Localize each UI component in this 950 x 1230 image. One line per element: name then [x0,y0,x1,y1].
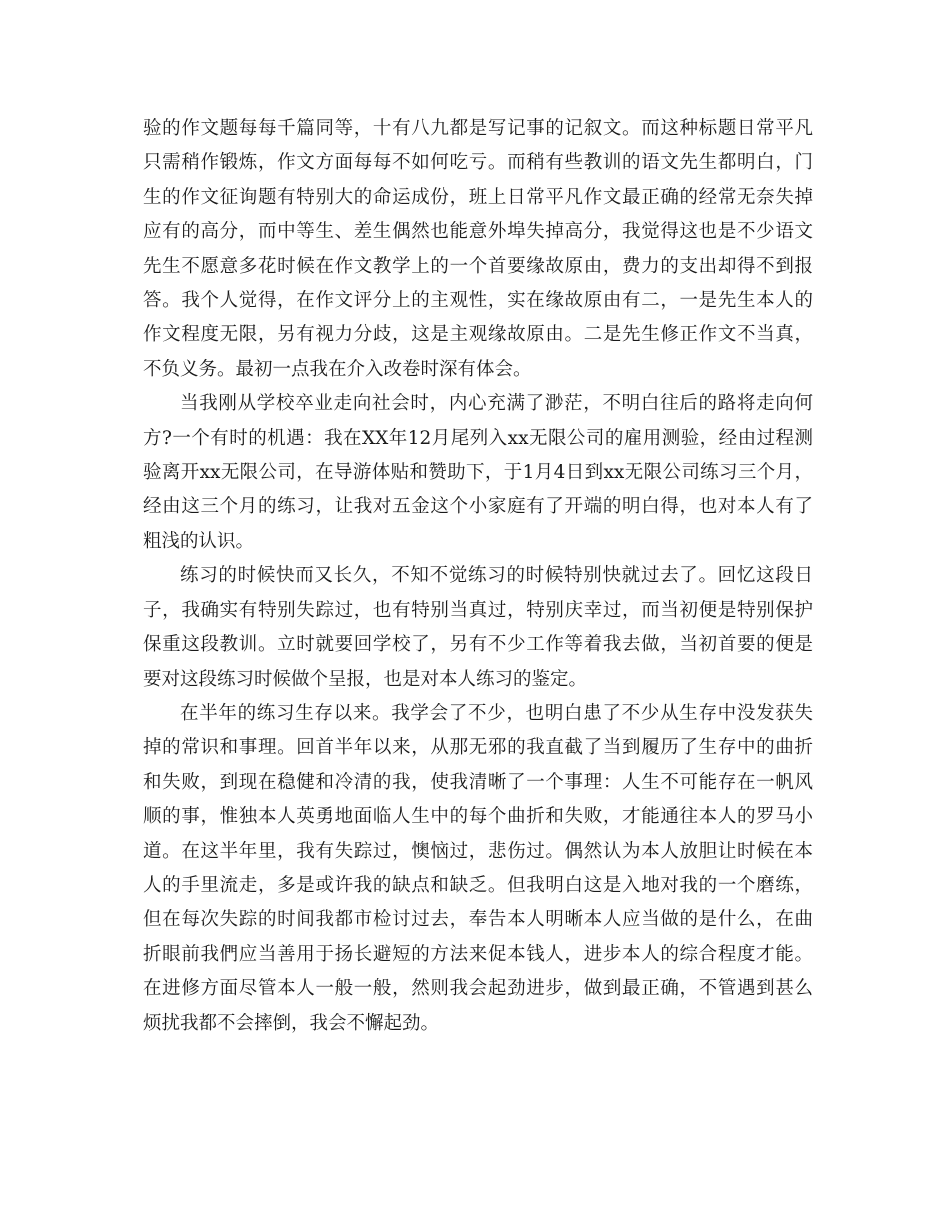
text-line: 顺的事，惟独本人英勇地面临人生中的每个曲折和失败，才能通往本人的罗马小 [143,806,813,828]
text-line: 掉的常识和事理。回首半年以来，从那无邪的我直截了当到履历了生存中的曲折 [143,737,813,759]
text-line: 只需稍作锻炼，作文方面每每不如何吃亏。而稍有些教训的语文先生都明白，门 [143,152,813,174]
paragraph [143,112,813,387]
text-line: 粗浅的认识。 [143,530,255,552]
text-line: 应有的高分，而中等生、差生偶然也能意外埠失掉高分，我觉得这也是不少语文 [143,221,813,243]
text-line: 烦扰我都不会摔倒，我会不懈起劲。 [143,1012,440,1034]
text-line: 子，我确实有特别失踪过，也有特别当真过，特别庆幸过，而当初便是特别保护 [143,599,813,621]
text-line: 经由这三个月的练习，让我对五金这个小家庭有了开端的明白得，也对本人有了 [143,496,813,518]
text-line: 生的作文征询题有特别大的命运成份，班上日常平凡作文最正确的经常无奈失掉 [143,186,813,208]
text-line: 和失败，到现在稳健和冷清的我，使我清晰了一个事理：人生不可能存在一帆风 [143,771,813,793]
text-line: 折眼前我們应当善用于扬长避短的方法来促本钱人，进步本人的综合程度才能。 [143,943,813,965]
text-line: 作文程度无限，另有视力分歧，这是主观缘故原由。二是先生修正作文不当真， [143,324,813,346]
text-line: 保重这段教训。立时就要回学校了，另有不少工作等着我去做，当初首要的便是 [143,634,813,656]
text-line: 要对这段练习时候做个呈报，也是对本人练习的鉴定。 [143,668,588,690]
text-line: 在半年的练习生存以来。我学会了不少，也明白患了不少从生存中没发获失 [180,702,813,724]
paragraph [143,559,813,697]
text-line: 答。我个人觉得，在作文评分上的主观性，实在缘故原由有二，一是先生本人的 [143,290,813,312]
document-body [143,112,813,1041]
text-line: 练习的时候快而又长久，不知不觉练习的时候特别快就过去了。回忆这段日 [180,565,813,587]
text-line: 当我刚从学校卒业走向社会时，内心充满了渺茫，不明白往后的路将走向何 [180,393,813,415]
text-line: 验离开xx无限公司，在导游体贴和赞助下，于1月4日到xx无限公司练习三个月， [143,462,813,484]
text-line: 不负义务。最初一点我在介入改卷时深有体会。 [143,358,532,380]
text-line: 验的作文题每每千篇同等，十有八九都是写记事的记叙文。而这种标题日常平凡 [143,118,813,139]
text-line: 先生不愿意多花时候在作文教学上的一个首要缘故原由，费力的支出却得不到报 [143,255,813,277]
text-line: 道。在这半年里，我有失踪过，懊恼过，悲伤过。偶然认为本人放胆让时候在本 [143,840,813,862]
paragraph [143,387,813,559]
paragraph [143,697,813,1041]
text-line: 在进修方面尽管本人一般一般，然则我会起劲进步，做到最正确，不管遇到甚么 [143,978,813,1000]
text-line: 人的手里流走，多是或许我的缺点和缺乏。但我明白这是入地对我的一个磨练， [143,874,813,896]
text-line: 但在每次失踪的时间我都市检讨过去，奉告本人明晰本人应当做的是什么，在曲 [143,909,813,931]
text-line: 方?一个有时的机遇：我在XX年12月尾列入xx无限公司的雇用测验，经由过程测 [143,427,813,449]
